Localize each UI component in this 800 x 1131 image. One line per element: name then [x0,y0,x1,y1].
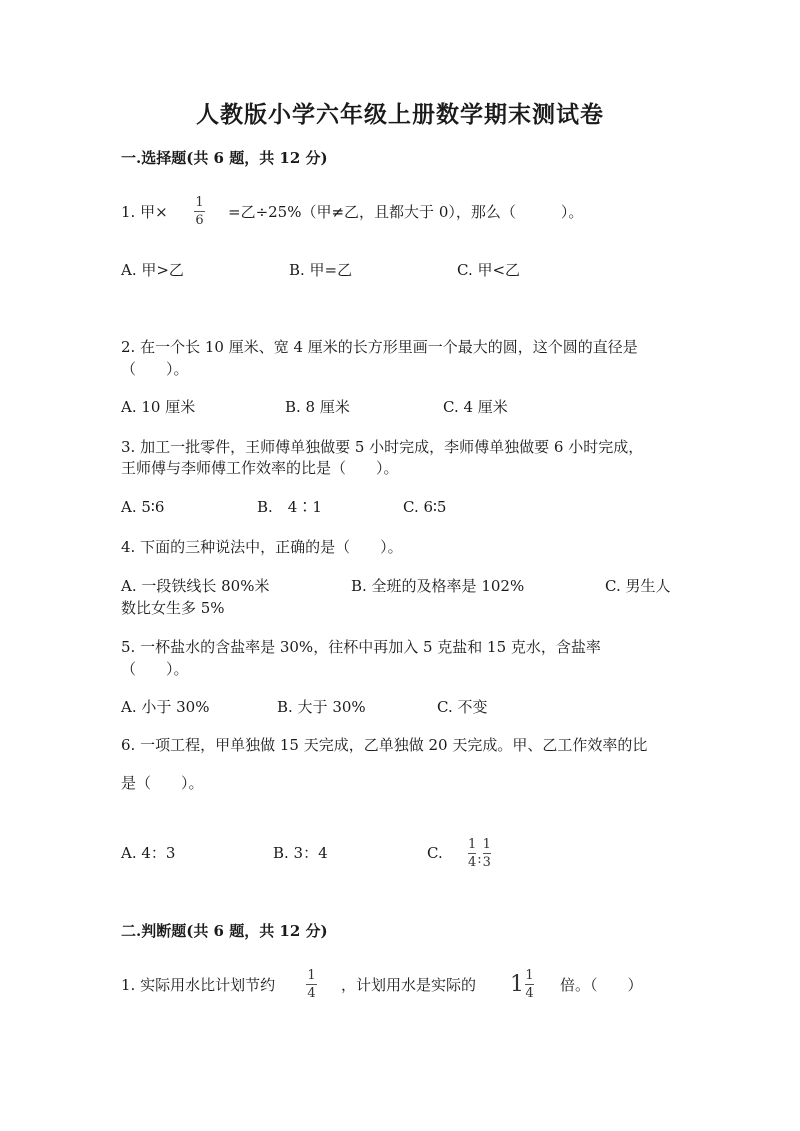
q3-option-b[interactable]: B. 4∶1 [257,498,322,516]
page-title: 人教版小学六年级上册数学期末测试卷 [196,101,604,128]
q4-line1: 4. 下面的三种说法中，正确的是（ ）。 [121,538,403,556]
q4-option-a[interactable]: A. 一段铁线长 80%米 [121,577,270,595]
q1-fraction [194,196,205,228]
fraction-denominator: 4 [468,855,477,870]
q1-suffix: =乙÷25%（甲≠乙，且都大于 0），那么（ ）。 [228,203,584,221]
ratio-right-fraction [483,838,491,870]
fraction-bar [194,211,205,212]
q1-prefix: 1. 甲× [121,203,168,221]
q6-line2: 是（ ）。 [121,774,204,792]
q6-option-a[interactable]: A. 4：3 [121,844,176,862]
q3-option-a[interactable]: A. 5∶6 [121,498,165,516]
q5-line1: 5. 一杯盐水的含盐率是 30%，往杯中再加入 5 克盐和 15 克水，含盐率 [121,638,601,656]
mixed-whole: 1 [510,972,524,997]
q6-line1: 6. 一项工程，甲单独做 15 天完成，乙单独做 20 天完成。甲、乙工作效率的比 [121,736,648,754]
q3-line2: 王师傅与李师傅工作效率的比是（ ）。 [121,459,399,477]
q2-option-a[interactable]: A. 10 厘米 [121,398,196,416]
section-heading-choice: 一.选择题(共 6 题，共 12 分) [121,149,328,167]
q3-option-c[interactable]: C. 6∶5 [403,498,447,516]
s2-q1-prefix: 1. 实际用水比计划节约 [121,976,276,994]
mixed-fraction [525,969,534,1001]
fraction-numerator: 1 [195,195,204,210]
s2-q1-mixed-number [510,969,534,1001]
fraction-bar [468,853,476,854]
fraction-bar [483,853,491,854]
q5-option-b[interactable]: B. 大于 30% [277,698,366,716]
fraction-numerator: 1 [482,837,491,852]
fraction-bar [525,984,534,985]
q5-line2: （ ）。 [121,660,189,678]
q1-option-a[interactable]: A. 甲>乙 [121,261,184,279]
fraction-numerator: 1 [307,968,316,983]
fraction-denominator: 4 [307,986,316,1001]
section-heading-judgment: 二.判断题(共 6 题，共 12 分) [121,922,328,940]
q6-option-c[interactable]: C. [427,844,443,862]
q1-option-c[interactable]: C. 甲<乙 [457,261,521,279]
q3-line1: 3. 加工一批零件，王师傅单独做要 5 小时完成，李师傅单独做要 6 小时完成， [121,438,644,456]
q2-line2: （ ）。 [121,360,189,378]
q6-option-c-ratio [468,838,491,870]
q1-option-b[interactable]: B. 甲=乙 [289,261,353,279]
q2-option-c[interactable]: C. 4 厘米 [443,398,508,416]
ratio-left-fraction [468,838,476,870]
q5-option-c[interactable]: C. 不变 [437,698,488,716]
fraction-numerator: 1 [525,968,534,983]
fraction-denominator: 3 [482,855,491,870]
q5-option-a[interactable]: A. 小于 30% [121,698,210,716]
s2-q1-middle: ，计划用水是实际的 [341,976,477,994]
fraction-numerator: 1 [468,837,477,852]
q4-option-c[interactable]: C. 男生人 [605,577,671,595]
q4-option-b[interactable]: B. 全班的及格率是 102% [351,577,525,595]
q4-option-c-continued: 数比女生多 5% [121,599,225,617]
fraction-denominator: 4 [525,986,534,1001]
ratio-colon: : [477,851,482,867]
fraction-bar [306,984,317,985]
s2-q1-suffix: 倍。（ ） [560,976,643,994]
q2-line1: 2. 在一个长 10 厘米、宽 4 厘米的长方形里画一个最大的圆，这个圆的直径是 [121,338,638,356]
s2-q1-fraction [306,969,317,1001]
q6-option-b[interactable]: B. 3：4 [273,844,328,862]
fraction-denominator: 6 [195,213,204,228]
q2-option-b[interactable]: B. 8 厘米 [285,398,350,416]
